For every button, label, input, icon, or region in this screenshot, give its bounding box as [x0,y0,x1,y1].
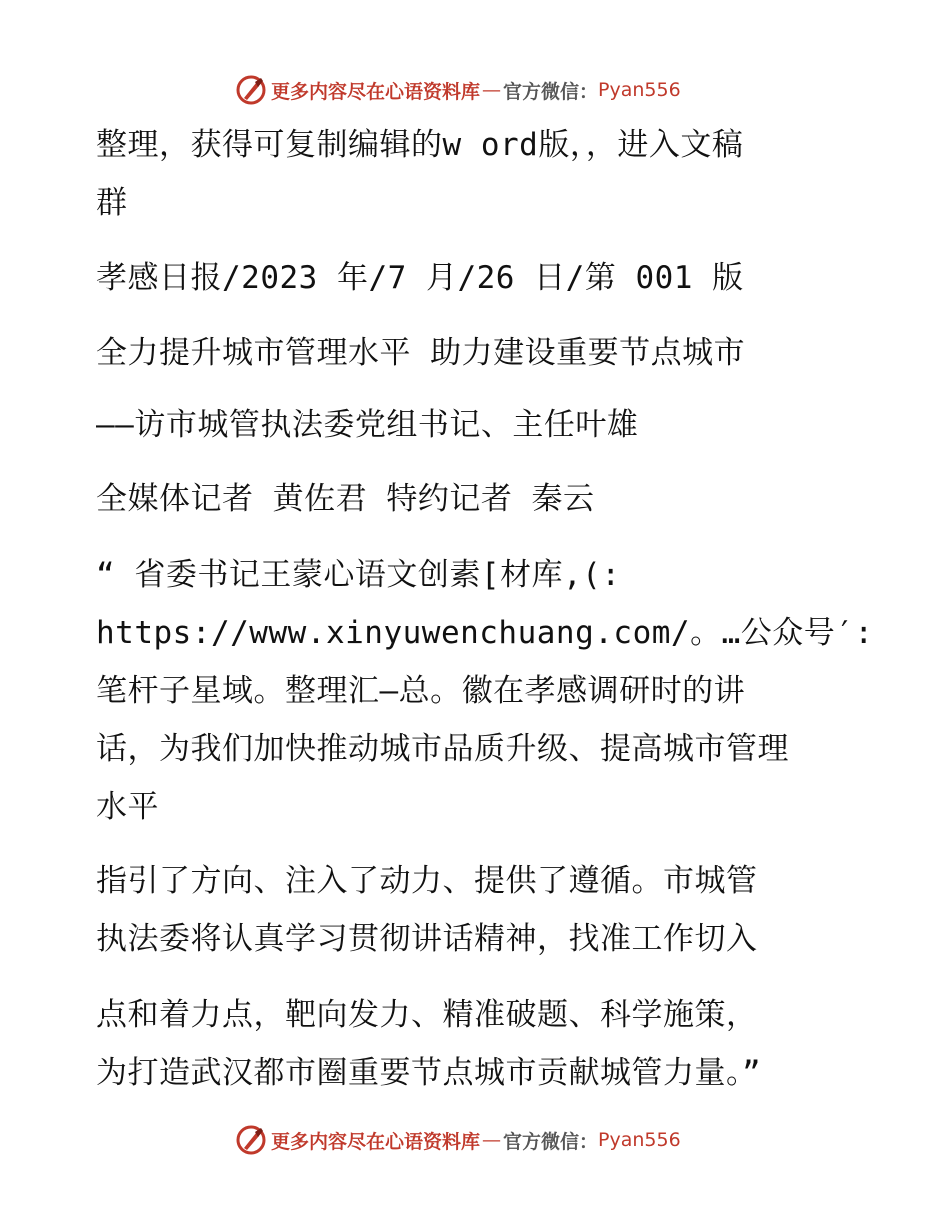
paragraph-action-line-2: 为打造武汉都市圈重要节点城市贡献城管力量。” [96,1055,762,1091]
watermark-official: 官方微信： [503,80,599,103]
watermark-lead: 更多内容尽在心语资料库 [271,80,481,103]
dateline: 孝感日报/2023 年/7 月/26 日/第 001 版 [96,260,744,296]
paragraph-quote-line-4: 话，为我们加快推动城市品质升级、提高城市管理 [96,731,789,767]
watermark-account: Pyan556 [598,79,681,101]
paragraph-intro-line-1: 整理，获得可复制编辑的w ord版，，进入文稿 [96,127,744,163]
header-watermark [235,72,715,108]
quill-logo-icon [235,74,267,106]
paragraph-quote-line-3: 笔杆子星域。整理汇—总。徽在孝感调研时的讲 [96,673,746,709]
paragraph-quote-line-1: “ 省委书记王蒙心语文创素[材库,(: [96,557,621,593]
paragraph-guidance-line-1: 指引了方向、注入了动力、提供了遵循。市城管 [96,863,758,899]
paragraph-quote-line-2: https://www.xinyuwenchuang.com/。…公众号′: [96,615,874,651]
watermark-official: 官方微信： [503,1130,599,1153]
paragraph-intro-line-2: 群 [96,185,128,221]
paragraph-action-line-1: 点和着力点，靶向发力、精准破题、科学施策， [96,997,758,1033]
watermark-dash: — [482,79,502,101]
subheadline: ——访市城管执法委党组书记、主任叶雄 [96,407,639,443]
headline: 全力提升城市管理水平 助力建设重要节点城市 [96,335,746,371]
watermark-dash: — [482,1129,502,1151]
watermark-lead: 更多内容尽在心语资料库 [271,1130,481,1153]
watermark-account: Pyan556 [598,1129,681,1151]
byline: 全媒体记者 黄佐君 特约记者 秦云 [96,481,595,517]
footer-watermark [235,1122,715,1158]
quill-logo-icon [235,1124,267,1156]
paragraph-guidance-line-2: 执法委将认真学习贯彻讲话精神，找准工作切入 [96,921,758,957]
paragraph-quote-line-5: 水平 [96,789,159,825]
